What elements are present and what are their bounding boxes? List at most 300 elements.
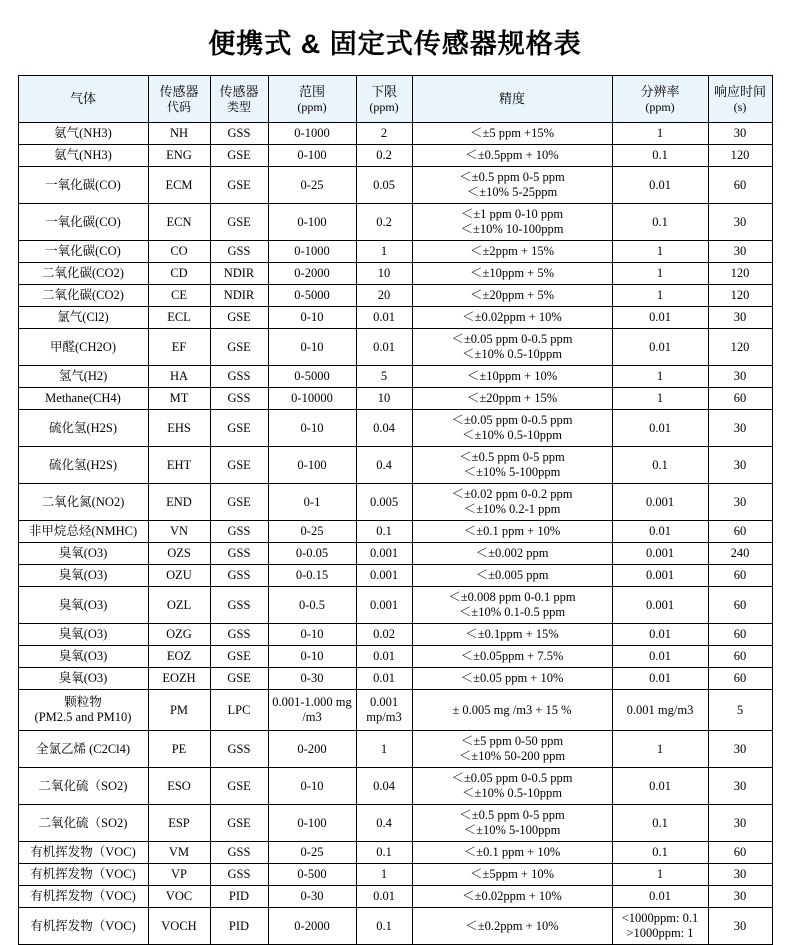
accuracy-line: ＜±10% 0.2-1 ppm xyxy=(463,502,561,516)
cell-sensor-code: HA xyxy=(148,366,210,388)
cell-sensor-type: PID xyxy=(210,886,268,908)
cell-resolution: 0.01 xyxy=(612,329,708,366)
table-row xyxy=(18,484,772,521)
cell-range: 0-10 xyxy=(268,624,356,646)
cell-range: 0-0.15 xyxy=(268,565,356,587)
cell-sensor-type: GSS xyxy=(210,587,268,624)
cell-response-time: 120 xyxy=(708,145,772,167)
cell-accuracy xyxy=(412,307,612,329)
cell-sensor-code: EHT xyxy=(148,447,210,484)
cell-gas: 非甲烷总烃(NMHC) xyxy=(18,521,148,543)
cell-response-time: 5 xyxy=(708,690,772,731)
accuracy-line: ＜±2ppm + 15% xyxy=(469,244,555,259)
cell-resolution: 0.001 xyxy=(612,484,708,521)
column-header-label: 分辨率 xyxy=(640,84,680,100)
cell-lower-limit: 0.2 xyxy=(356,204,412,241)
column-header xyxy=(268,76,356,123)
cell-gas: 硫化氢(H2S) xyxy=(18,410,148,447)
cell-lower-limit: 0.2 xyxy=(356,145,412,167)
accuracy-line: ＜±0.5 ppm 0-5 ppm xyxy=(459,170,565,185)
table-row xyxy=(18,886,772,908)
cell-gas: 臭氧(O3) xyxy=(18,587,148,624)
cell-sensor-code: VM xyxy=(148,842,210,864)
cell-gas: 硫化氢(H2S) xyxy=(18,447,148,484)
cell-sensor-code: OZL xyxy=(148,587,210,624)
cell-gas: 全氯乙烯 (C2Cl4) xyxy=(18,731,148,768)
table-row xyxy=(18,167,772,204)
cell-lower-limit: 0.01 xyxy=(356,886,412,908)
column-header-unit: 代码 xyxy=(166,99,191,114)
cell-range: 0.001-1.000 mg /m3 xyxy=(268,690,356,731)
cell-sensor-type: LPC xyxy=(210,690,268,731)
cell-range: 0-1 xyxy=(268,484,356,521)
cell-sensor-type: GSE xyxy=(210,145,268,167)
cell-response-time: 30 xyxy=(708,410,772,447)
column-header-label: 响应时间 xyxy=(713,84,766,100)
cell-response-time: 30 xyxy=(708,805,772,842)
cell-lower-limit: 1 xyxy=(356,731,412,768)
cell-range: 0-25 xyxy=(268,842,356,864)
cell-gas: 一氧化碳(CO) xyxy=(18,241,148,263)
table-row xyxy=(18,731,772,768)
cell-accuracy xyxy=(412,805,612,842)
table-row xyxy=(18,329,772,366)
cell-sensor-code: EHS xyxy=(148,410,210,447)
cell-response-time: 120 xyxy=(708,263,772,285)
cell-lower-limit: 0.05 xyxy=(356,167,412,204)
table-row xyxy=(18,543,772,565)
cell-response-time: 120 xyxy=(708,329,772,366)
cell-sensor-type: GSE xyxy=(210,668,268,690)
cell-range: 0-500 xyxy=(268,864,356,886)
table-row xyxy=(18,842,772,864)
cell-accuracy xyxy=(412,145,612,167)
accuracy-line: ＜±10% 50-200 ppm xyxy=(458,749,566,763)
cell-response-time: 60 xyxy=(708,646,772,668)
accuracy-line: ＜±0.05 ppm 0-0.5 ppm xyxy=(451,413,573,428)
cell-range: 0-100 xyxy=(268,204,356,241)
table-row xyxy=(18,668,772,690)
cell-gas: 有机挥发物（VOC) xyxy=(18,842,148,864)
cell-lower-limit: 20 xyxy=(356,285,412,307)
cell-sensor-code: CE xyxy=(148,285,210,307)
cell-lower-limit: 0.001 xyxy=(356,565,412,587)
cell-gas: 二氧化氮(NO2) xyxy=(18,484,148,521)
column-header-unit: (ppm) xyxy=(297,99,327,114)
cell-gas: 有机挥发物（VOC) xyxy=(18,864,148,886)
cell-accuracy xyxy=(412,123,612,145)
cell-sensor-code: OZS xyxy=(148,543,210,565)
column-header xyxy=(612,76,708,123)
cell-range: 0-100 xyxy=(268,805,356,842)
cell-sensor-code: VN xyxy=(148,521,210,543)
accuracy-line: ＜±5 ppm +15% xyxy=(469,126,555,141)
cell-resolution: 0.01 xyxy=(612,167,708,204)
cell-sensor-type: GSS xyxy=(210,864,268,886)
cell-accuracy xyxy=(412,768,612,805)
cell-lower-limit: 1 xyxy=(356,241,412,263)
cell-response-time: 240 xyxy=(708,543,772,565)
cell-sensor-type: GSS xyxy=(210,543,268,565)
column-header-unit: 类型 xyxy=(226,99,251,114)
cell-resolution: 0.01 xyxy=(612,410,708,447)
accuracy-line: ＜±5ppm + 10% xyxy=(469,867,555,882)
cell-gas: 氯气(Cl2) xyxy=(18,307,148,329)
cell-range: 0-200 xyxy=(268,731,356,768)
cell-accuracy xyxy=(412,886,612,908)
accuracy-line: ＜±0.02ppm + 10% xyxy=(462,310,562,325)
cell-range: 0-0.5 xyxy=(268,587,356,624)
cell-sensor-code: EF xyxy=(148,329,210,366)
cell-sensor-type: GSS xyxy=(210,366,268,388)
cell-range: 0-10 xyxy=(268,410,356,447)
column-header xyxy=(708,76,772,123)
cell-sensor-type: GSE xyxy=(210,805,268,842)
cell-lower-limit: 0.001 xyxy=(356,543,412,565)
column-header-unit: (ppm) xyxy=(645,99,675,114)
table-row xyxy=(18,768,772,805)
cell-gas: 二氧化硫（SO2) xyxy=(18,805,148,842)
cell-sensor-type: GSS xyxy=(210,842,268,864)
accuracy-line: ＜±0.005 ppm xyxy=(475,568,549,583)
cell-lower-limit: 0.01 xyxy=(356,646,412,668)
cell-sensor-code: ECM xyxy=(148,167,210,204)
cell-response-time: 30 xyxy=(708,241,772,263)
cell-range: 0-10 xyxy=(268,646,356,668)
cell-resolution: 0.01 xyxy=(612,307,708,329)
table-row xyxy=(18,908,772,945)
accuracy-line: ＜±0.02 ppm 0-0.2 ppm xyxy=(451,487,573,502)
cell-resolution: 0.001 xyxy=(612,565,708,587)
cell-accuracy xyxy=(412,521,612,543)
cell-resolution: 0.01 xyxy=(612,646,708,668)
cell-accuracy xyxy=(412,842,612,864)
cell-sensor-code: VOCH xyxy=(148,908,210,945)
cell-range: 0-0.05 xyxy=(268,543,356,565)
cell-accuracy xyxy=(412,366,612,388)
cell-response-time: 30 xyxy=(708,447,772,484)
column-header-unit: (ppm) xyxy=(369,99,399,114)
cell-resolution: 0.01 xyxy=(612,768,708,805)
cell-response-time: 30 xyxy=(708,204,772,241)
accuracy-line: ＜±0.1 ppm + 10% xyxy=(463,845,561,860)
sensor-spec-table xyxy=(18,75,773,945)
cell-response-time: 30 xyxy=(708,307,772,329)
cell-resolution: 0.001 mg/m3 xyxy=(612,690,708,731)
column-header-label: 范围 xyxy=(298,84,325,100)
cell-range: 0-1000 xyxy=(268,241,356,263)
cell-sensor-type: GSS xyxy=(210,731,268,768)
cell-sensor-code: NH xyxy=(148,123,210,145)
cell-sensor-code: END xyxy=(148,484,210,521)
table-row xyxy=(18,690,772,731)
cell-lower-limit: 0.01 xyxy=(356,668,412,690)
accuracy-line: ＜±10ppm + 5% xyxy=(469,266,555,281)
column-header xyxy=(18,76,148,123)
cell-range: 0-30 xyxy=(268,886,356,908)
cell-sensor-code: EOZ xyxy=(148,646,210,668)
cell-gas: 二氧化碳(CO2) xyxy=(18,285,148,307)
accuracy-line: ＜±5 ppm 0-50 ppm xyxy=(460,734,564,749)
accuracy-line: ＜±10% 10-100ppm xyxy=(460,222,564,236)
column-header-unit: (s) xyxy=(733,99,747,114)
accuracy-line: ± 0.005 mg /m3 + 15 % xyxy=(452,702,572,717)
cell-range: 0-1000 xyxy=(268,123,356,145)
column-header xyxy=(148,76,210,123)
cell-response-time: 60 xyxy=(708,668,772,690)
cell-lower-limit: 2 xyxy=(356,123,412,145)
cell-response-time: 60 xyxy=(708,521,772,543)
cell-response-time: 30 xyxy=(708,484,772,521)
cell-sensor-code: EOZH xyxy=(148,668,210,690)
cell-gas: 颗粒物 (PM2.5 and PM10) xyxy=(18,690,148,731)
cell-lower-limit: 0.4 xyxy=(356,805,412,842)
table-row xyxy=(18,587,772,624)
accuracy-line: ＜±0.1ppm + 15% xyxy=(465,627,559,642)
cell-range: 0-10000 xyxy=(268,388,356,410)
cell-sensor-type: GSS xyxy=(210,123,268,145)
cell-gas: Methane(CH4) xyxy=(18,388,148,410)
cell-resolution: 1 xyxy=(612,731,708,768)
cell-lower-limit: 0.1 xyxy=(356,521,412,543)
cell-response-time: 30 xyxy=(708,908,772,945)
cell-lower-limit: 0.001 mp/m3 xyxy=(356,690,412,731)
cell-gas: 二氧化硫（SO2) xyxy=(18,768,148,805)
accuracy-line: ＜±0.05 ppm 0-0.5 ppm xyxy=(451,332,573,347)
cell-range: 0-10 xyxy=(268,307,356,329)
cell-sensor-type: GSS xyxy=(210,565,268,587)
cell-sensor-code: CD xyxy=(148,263,210,285)
cell-accuracy xyxy=(412,410,612,447)
table-row xyxy=(18,565,772,587)
cell-gas: 甲醛(CH2O) xyxy=(18,329,148,366)
cell-response-time: 60 xyxy=(708,587,772,624)
cell-accuracy xyxy=(412,447,612,484)
cell-accuracy xyxy=(412,731,612,768)
cell-range: 0-2000 xyxy=(268,263,356,285)
cell-resolution: 0.01 xyxy=(612,521,708,543)
accuracy-line: ＜±10ppm + 10% xyxy=(466,369,558,384)
cell-sensor-type: GSS xyxy=(210,388,268,410)
cell-resolution: 1 xyxy=(612,285,708,307)
cell-sensor-code: ESP xyxy=(148,805,210,842)
cell-sensor-code: PE xyxy=(148,731,210,768)
table-row xyxy=(18,366,772,388)
accuracy-line: ＜±20ppm + 5% xyxy=(469,288,555,303)
cell-sensor-type: NDIR xyxy=(210,263,268,285)
table-row xyxy=(18,263,772,285)
cell-gas: 氨气(NH3) xyxy=(18,145,148,167)
column-header-label: 下限 xyxy=(370,84,397,100)
cell-resolution: <1000ppm: 0.1 >1000ppm: 1 xyxy=(612,908,708,945)
cell-accuracy xyxy=(412,690,612,731)
column-header xyxy=(210,76,268,123)
cell-resolution: 1 xyxy=(612,123,708,145)
cell-lower-limit: 0.1 xyxy=(356,842,412,864)
cell-sensor-type: GSE xyxy=(210,447,268,484)
cell-response-time: 30 xyxy=(708,886,772,908)
cell-gas: 有机挥发物（VOC) xyxy=(18,908,148,945)
cell-range: 0-2000 xyxy=(268,908,356,945)
cell-gas: 一氧化碳(CO) xyxy=(18,167,148,204)
accuracy-line: ＜±10% 5-25ppm xyxy=(466,185,558,199)
cell-accuracy xyxy=(412,587,612,624)
accuracy-line: ＜±0.008 ppm 0-0.1 ppm xyxy=(448,590,576,605)
cell-response-time: 120 xyxy=(708,285,772,307)
cell-lower-limit: 0.04 xyxy=(356,410,412,447)
table-row xyxy=(18,145,772,167)
cell-sensor-type: GSE xyxy=(210,484,268,521)
cell-accuracy xyxy=(412,329,612,366)
cell-resolution: 0.01 xyxy=(612,668,708,690)
cell-range: 0-10 xyxy=(268,329,356,366)
cell-sensor-code: VP xyxy=(148,864,210,886)
cell-lower-limit: 10 xyxy=(356,388,412,410)
cell-resolution: 0.1 xyxy=(612,145,708,167)
accuracy-line: ＜±10% 0.1-0.5 ppm xyxy=(458,605,566,619)
accuracy-line: ＜±0.5 ppm 0-5 ppm xyxy=(459,808,565,823)
column-header-label: 气体 xyxy=(69,91,96,107)
cell-accuracy xyxy=(412,565,612,587)
cell-sensor-code: ENG xyxy=(148,145,210,167)
cell-accuracy xyxy=(412,668,612,690)
cell-gas: 有机挥发物（VOC) xyxy=(18,886,148,908)
column-header xyxy=(412,76,612,123)
cell-accuracy xyxy=(412,388,612,410)
cell-gas: 氢气(H2) xyxy=(18,366,148,388)
column-header-label: 传感器 xyxy=(159,84,199,100)
column-header-label: 精度 xyxy=(498,91,525,107)
cell-sensor-type: GSE xyxy=(210,329,268,366)
cell-range: 0-25 xyxy=(268,167,356,204)
accuracy-line: ＜±1 ppm 0-10 ppm xyxy=(460,207,564,222)
cell-lower-limit: 0.04 xyxy=(356,768,412,805)
accuracy-line: ＜±0.5ppm + 10% xyxy=(465,148,559,163)
cell-sensor-code: OZU xyxy=(148,565,210,587)
accuracy-line: ＜±0.1 ppm + 10% xyxy=(463,524,561,539)
cell-sensor-code: ECL xyxy=(148,307,210,329)
table-row xyxy=(18,805,772,842)
accuracy-line: ＜±0.05 ppm + 10% xyxy=(460,671,564,686)
cell-lower-limit: 1 xyxy=(356,864,412,886)
cell-sensor-type: GSE xyxy=(210,768,268,805)
cell-accuracy xyxy=(412,646,612,668)
cell-sensor-type: NDIR xyxy=(210,285,268,307)
cell-sensor-type: GSE xyxy=(210,646,268,668)
table-row xyxy=(18,123,772,145)
cell-response-time: 60 xyxy=(708,565,772,587)
cell-sensor-type: GSE xyxy=(210,167,268,204)
accuracy-line: ＜±0.02ppm + 10% xyxy=(462,889,562,904)
cell-range: 0-5000 xyxy=(268,285,356,307)
cell-response-time: 30 xyxy=(708,366,772,388)
cell-sensor-code: CO xyxy=(148,241,210,263)
cell-response-time: 60 xyxy=(708,624,772,646)
table-row xyxy=(18,624,772,646)
cell-accuracy xyxy=(412,241,612,263)
cell-accuracy xyxy=(412,285,612,307)
cell-sensor-type: GSS xyxy=(210,521,268,543)
cell-gas: 臭氧(O3) xyxy=(18,624,148,646)
cell-accuracy xyxy=(412,908,612,945)
accuracy-line: ＜±0.05 ppm 0-0.5 ppm xyxy=(451,771,573,786)
cell-response-time: 30 xyxy=(708,768,772,805)
cell-gas: 臭氧(O3) xyxy=(18,668,148,690)
cell-resolution: 1 xyxy=(612,388,708,410)
cell-lower-limit: 10 xyxy=(356,263,412,285)
cell-accuracy xyxy=(412,167,612,204)
cell-response-time: 30 xyxy=(708,123,772,145)
cell-resolution: 1 xyxy=(612,366,708,388)
cell-lower-limit: 0.4 xyxy=(356,447,412,484)
cell-accuracy xyxy=(412,204,612,241)
cell-resolution: 0.1 xyxy=(612,805,708,842)
cell-sensor-code: VOC xyxy=(148,886,210,908)
cell-sensor-code: ECN xyxy=(148,204,210,241)
cell-response-time: 30 xyxy=(708,864,772,886)
table-row xyxy=(18,864,772,886)
cell-accuracy xyxy=(412,864,612,886)
cell-response-time: 60 xyxy=(708,167,772,204)
cell-sensor-code: PM xyxy=(148,690,210,731)
cell-resolution: 0.1 xyxy=(612,204,708,241)
accuracy-line: ＜±10% 0.5-10ppm xyxy=(462,428,562,442)
cell-range: 0-100 xyxy=(268,145,356,167)
cell-sensor-type: GSS xyxy=(210,241,268,263)
table-header-row xyxy=(18,76,772,123)
cell-resolution: 1 xyxy=(612,263,708,285)
cell-sensor-type: GSE xyxy=(210,204,268,241)
cell-response-time: 60 xyxy=(708,842,772,864)
cell-gas: 臭氧(O3) xyxy=(18,565,148,587)
table-body xyxy=(18,123,772,945)
table-row xyxy=(18,646,772,668)
cell-range: 0-10 xyxy=(268,768,356,805)
accuracy-line: ＜±0.5 ppm 0-5 ppm xyxy=(459,450,565,465)
cell-lower-limit: 0.01 xyxy=(356,329,412,366)
cell-sensor-type: GSS xyxy=(210,624,268,646)
cell-range: 0-100 xyxy=(268,447,356,484)
cell-resolution: 0.01 xyxy=(612,886,708,908)
cell-response-time: 60 xyxy=(708,388,772,410)
column-header-label: 传感器 xyxy=(219,84,259,100)
accuracy-line: ＜±10% 5-100ppm xyxy=(463,465,561,479)
cell-resolution: 0.1 xyxy=(612,447,708,484)
cell-range: 0-5000 xyxy=(268,366,356,388)
table-row xyxy=(18,285,772,307)
page-title: 便携式 & 固定式传感器规格表 xyxy=(208,29,582,59)
table-row xyxy=(18,241,772,263)
cell-lower-limit: 0.001 xyxy=(356,587,412,624)
cell-accuracy xyxy=(412,263,612,285)
cell-resolution: 0.001 xyxy=(612,543,708,565)
cell-response-time: 30 xyxy=(708,731,772,768)
accuracy-line: ＜±0.002 ppm xyxy=(475,546,549,561)
cell-gas: 臭氧(O3) xyxy=(18,646,148,668)
accuracy-line: ＜±0.05ppm + 7.5% xyxy=(460,649,564,664)
cell-gas: 一氧化碳(CO) xyxy=(18,204,148,241)
table-row xyxy=(18,447,772,484)
accuracy-line: ＜±10% 5-100ppm xyxy=(463,823,561,837)
cell-resolution: 0.01 xyxy=(612,624,708,646)
cell-sensor-code: MT xyxy=(148,388,210,410)
cell-range: 0-25 xyxy=(268,521,356,543)
cell-lower-limit: 5 xyxy=(356,366,412,388)
cell-sensor-code: OZG xyxy=(148,624,210,646)
cell-gas: 臭氧(O3) xyxy=(18,543,148,565)
cell-sensor-code: ESO xyxy=(148,768,210,805)
table-row xyxy=(18,388,772,410)
